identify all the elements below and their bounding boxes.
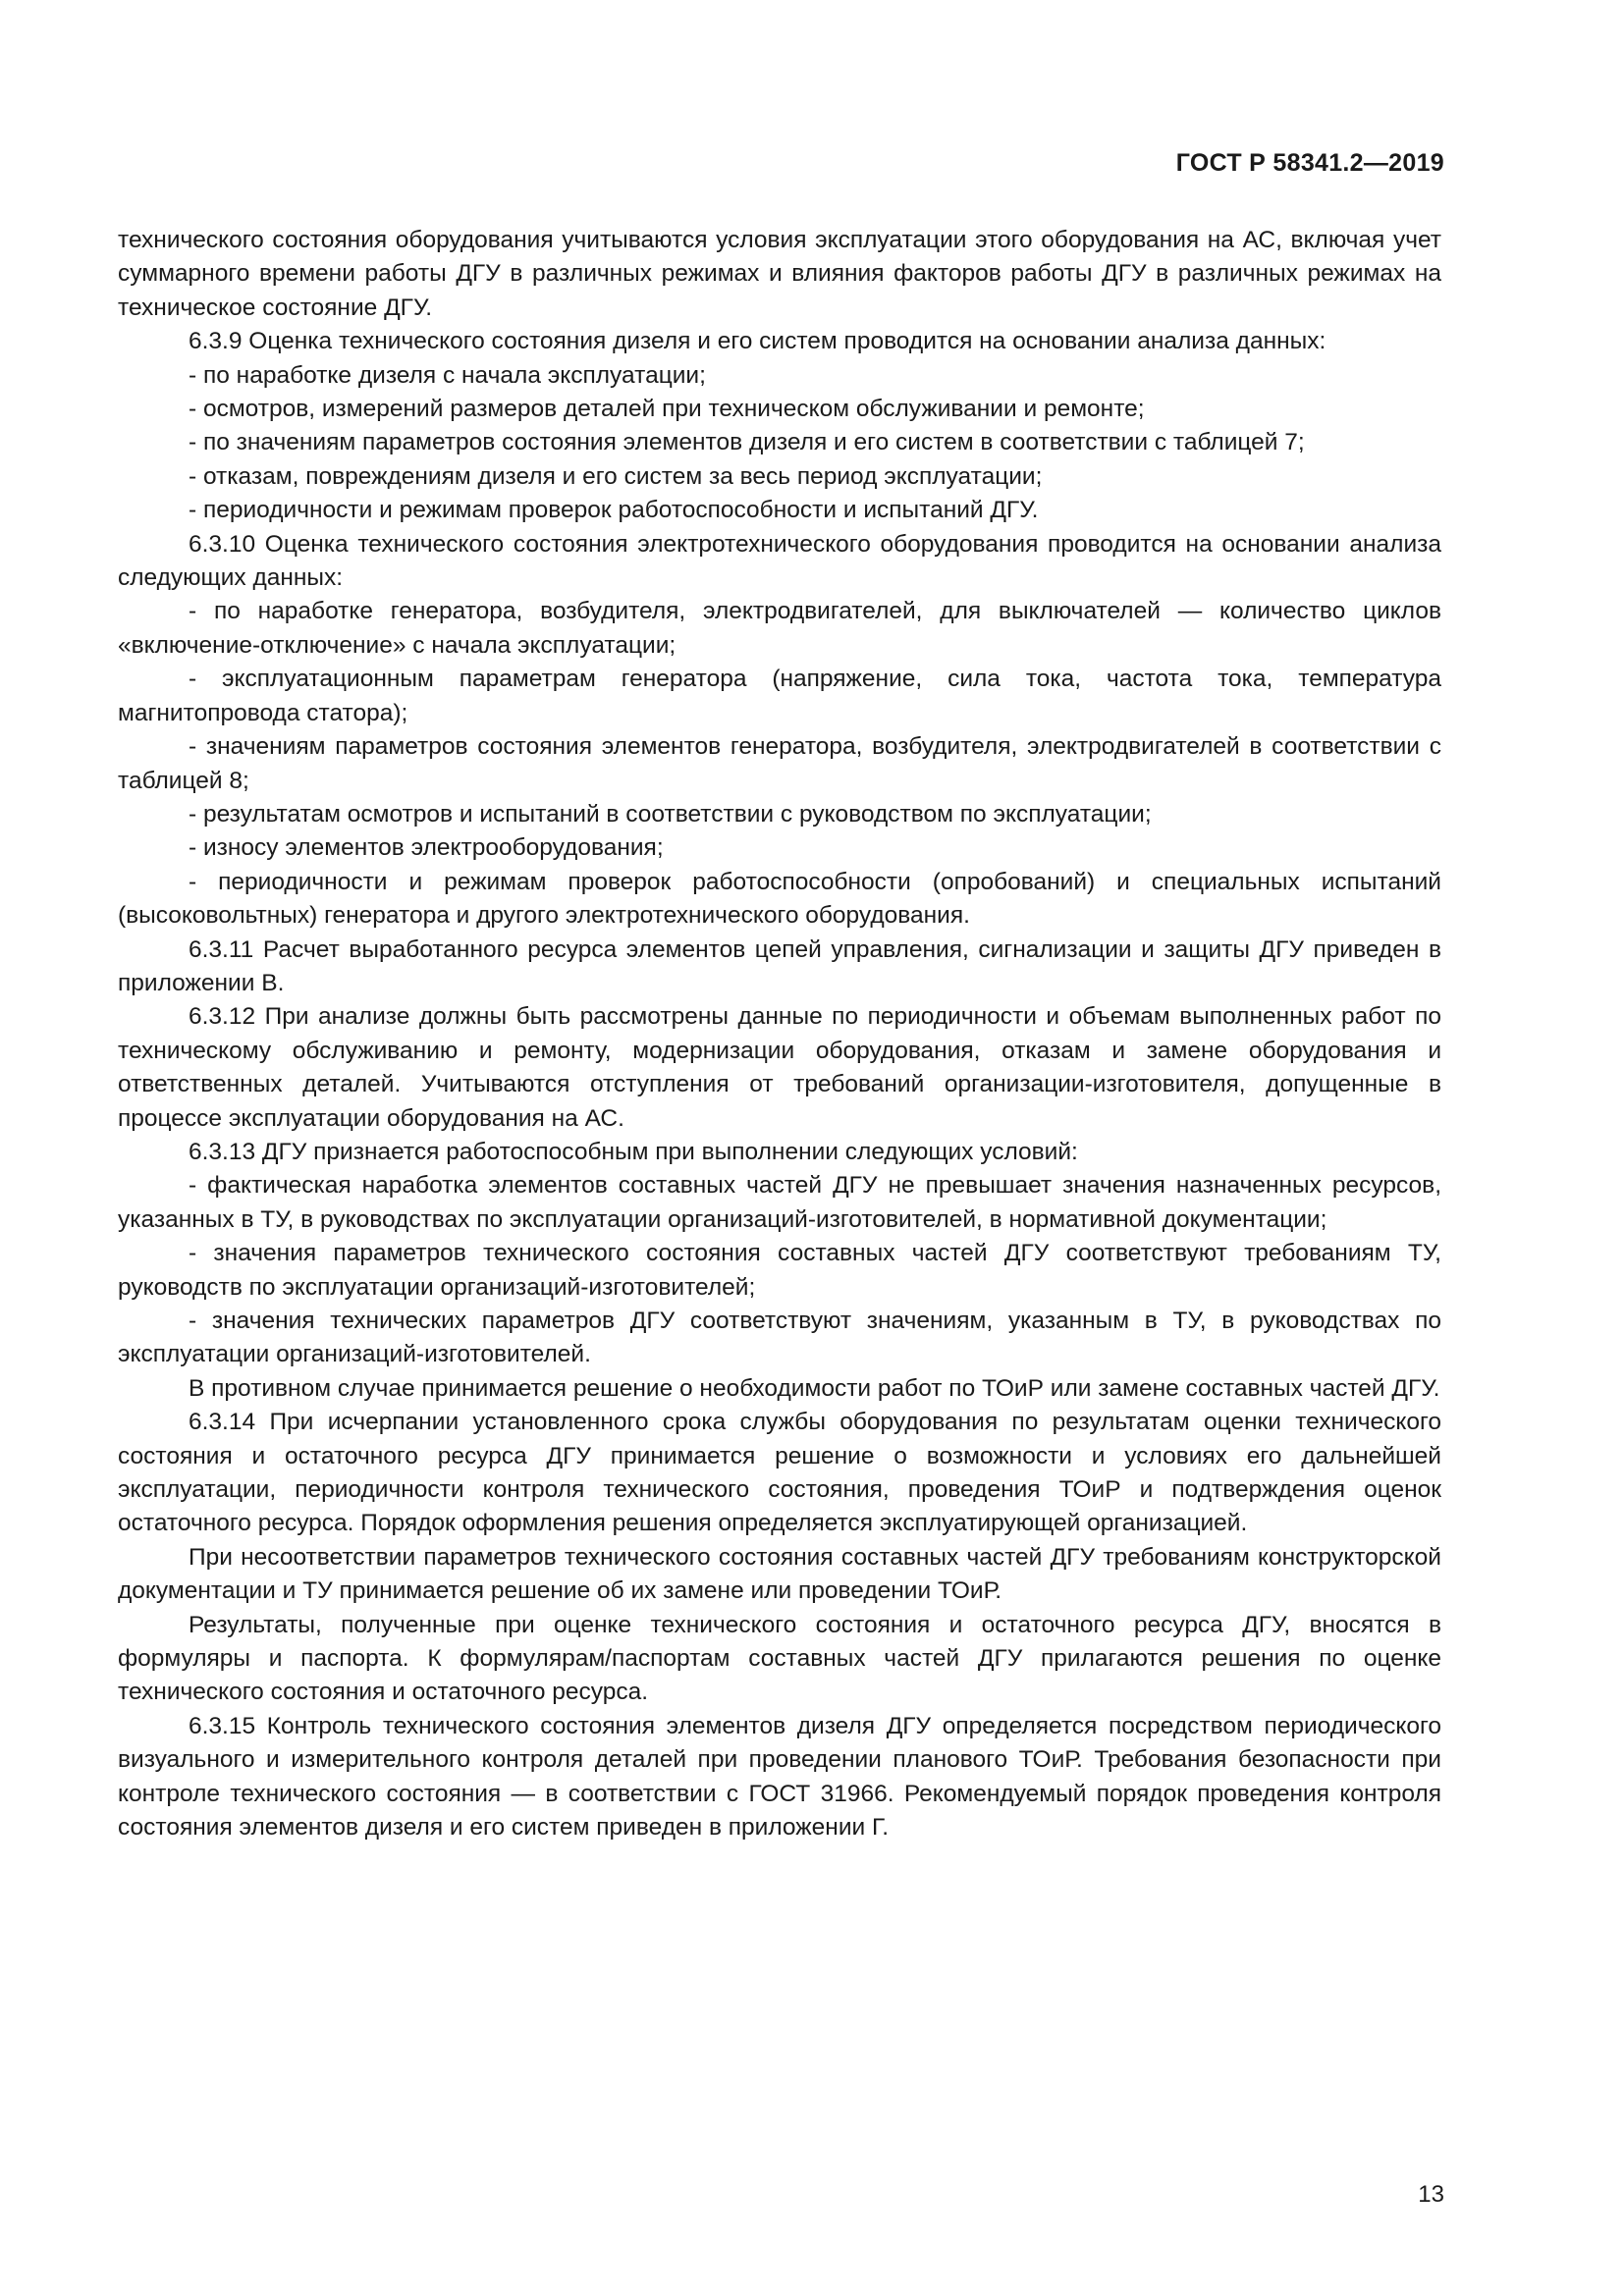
document-body bbox=[118, 224, 1441, 1845]
list-item: - периодичности и режимам проверок работоспособности и испытаний ДГУ. bbox=[189, 497, 1039, 524]
list-item: - по значениям параметров состояния элементов дизеля и его систем в соответствии с таблицей 7; bbox=[189, 429, 1305, 456]
paragraph: 6.3.14 При исчерпании установленного срока службы оборудования по результатам оценки технического состояния и остаточного ресурса ДГУ принимается решение о возможности и условиях его дальнейшей эксплуатации, периодичности контроля технического состояния, проведения ТОиР и подтверждения оценок остаточного ресурса. Порядок оформления решения определяется эксплуатирующей организацией. bbox=[118, 1409, 1441, 1537]
list-item: - осмотров, измерений размеров деталей при техническом обслуживании и ремонте; bbox=[189, 396, 1145, 423]
list-item: - значения параметров технического состояния составных частей ДГУ соответствуют требованиям ТУ, руководств по эксплуатации организаций-изготовителей; bbox=[118, 1240, 1441, 1301]
paragraph: 6.3.10 Оценка технического состояния электротехнического оборудования проводится на основании анализа следующих данных: bbox=[118, 530, 1441, 592]
list-item: - по наработке генератора, возбудителя, электродвигателей, для выключателей — количество циклов «включение-отключение» с начала эксплуатации; bbox=[118, 598, 1441, 659]
document-header: ГОСТ Р 58341.2—2019 bbox=[1175, 149, 1444, 177]
paragraph: 6.3.12 При анализе должны быть рассмотрены данные по периодичности и объемам выполненных работ по техническому обслуживанию и ремонту, модернизации оборудования, отказам и замене оборудования и ответственных деталей. Учитываются отступления от требований организации-изготовителя, допущенные в процессе эксплуатации оборудования на АС. bbox=[118, 1003, 1441, 1132]
paragraph: 6.3.15 Контроль технического состояния элементов дизеля ДГУ определяется посредством периодического визуального и измерительного контроля деталей при проведении планового ТОиР. Требования безопасности при контроле технического состояния — в соответствии с ГОСТ 31966. Рекомендуемый порядок проведения контроля состояния элементов дизеля и его систем приведен в приложении Г. bbox=[118, 1712, 1441, 1842]
list-item: - эксплуатационным параметрам генератора (напряжение, сила тока, частота тока, температура магнитопровода статора); bbox=[118, 666, 1441, 726]
paragraph: 6.3.13 ДГУ признается работоспособным при выполнении следующих условий: bbox=[189, 1138, 1078, 1165]
page-number: 13 bbox=[1418, 2181, 1444, 2208]
list-item: - фактическая наработка элементов составных частей ДГУ не превышает значения назначенных ресурсов, указанных в ТУ, в руководствах по эксплуатации организаций-изготовителей, в нормативной документации; bbox=[118, 1172, 1441, 1233]
list-item: - периодичности и режимам проверок работоспособности (опробований) и специальных испытаний (высоковольтных) генератора и другого электротехнического оборудования. bbox=[118, 868, 1441, 930]
list-item: - значениям параметров состояния элементов генератора, возбудителя, электродвигателей в соответствии с таблицей 8; bbox=[118, 733, 1441, 794]
paragraph: 6.3.11 Расчет выработанного ресурса элементов цепей управления, сигнализации и защиты ДГУ приведен в приложении В. bbox=[118, 935, 1441, 996]
paragraph: 6.3.9 Оценка технического состояния дизеля и его систем проводится на основании анализа данных: bbox=[189, 328, 1326, 355]
paragraph: В противном случае принимается решение о необходимости работ по ТОиР или замене составных частей ДГУ. bbox=[189, 1374, 1440, 1402]
paragraph: Результаты, полученные при оценке технического состояния и остаточного ресурса ДГУ, вносятся в формуляры и паспорта. К формулярам/паспортам составных частей ДГУ прилагаются решения по оценке технического состояния и остаточного ресурса. bbox=[118, 1611, 1441, 1706]
list-item: - отказам, повреждениям дизеля и его систем за весь период эксплуатации; bbox=[189, 462, 1043, 490]
list-item: - износу элементов электрооборудования; bbox=[189, 834, 664, 862]
list-item: - по наработке дизеля с начала эксплуатации; bbox=[189, 361, 706, 389]
paragraph: технического состояния оборудования учитываются условия эксплуатации этого оборудования на АС, включая учет суммарного времени работы ДГУ в различных режимах и влияния факторов работы ДГУ в различных режимах на техническое состояние ДГУ. bbox=[118, 227, 1441, 321]
list-item: - значения технических параметров ДГУ соответствуют значениям, указанным в ТУ, в руководствах по эксплуатации организаций-изготовителей. bbox=[118, 1308, 1441, 1368]
paragraph: При несоответствии параметров технического состояния составных частей ДГУ требованиям конструкторской документации и ТУ принимается решение об их замене или проведении ТОиР. bbox=[118, 1543, 1441, 1605]
list-item: - результатам осмотров и испытаний в соответствии с руководством по эксплуатации; bbox=[189, 800, 1152, 828]
